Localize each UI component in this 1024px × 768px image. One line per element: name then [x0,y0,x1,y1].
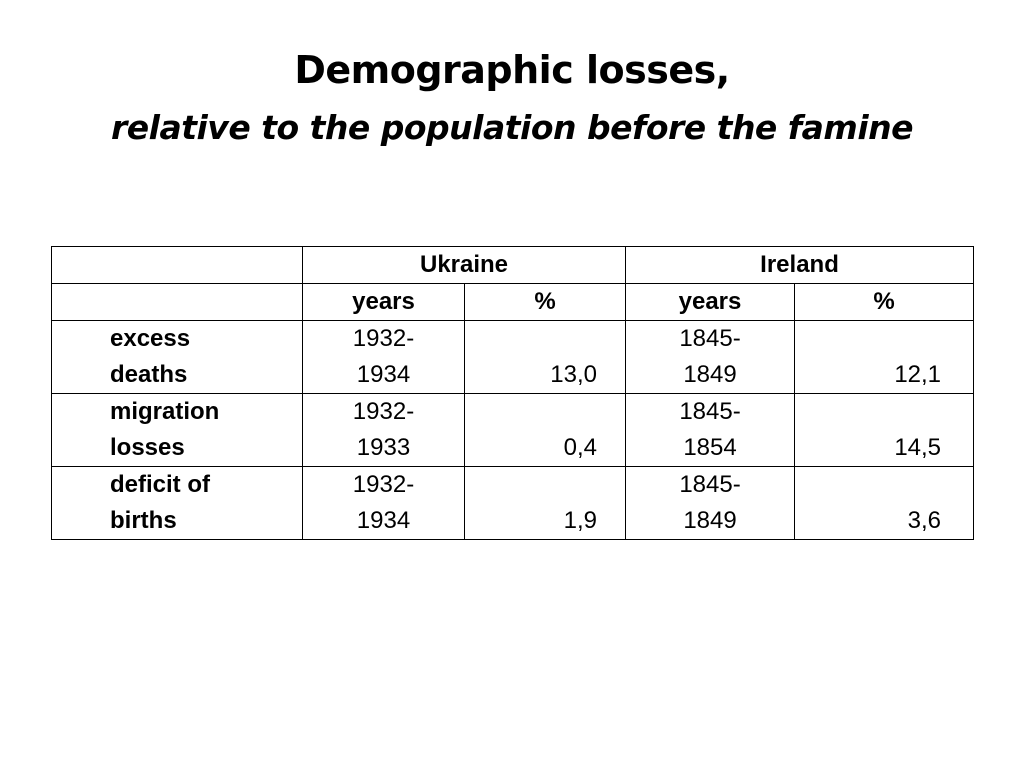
ukraine-years-cell: 1932- 1933 [303,394,465,467]
row-label-migration-losses: migration losses [52,394,303,467]
group-header-row [52,247,974,284]
ireland-years-cell: 1845- 1854 [626,394,795,467]
ireland-percent-cell: 14,5 [795,394,974,467]
empty-corner-cell [52,247,303,284]
header-ukraine: Ukraine [303,247,626,284]
ukraine-percent-cell: 13,0 [465,321,626,394]
header-ukraine-percent: % [465,284,626,321]
ireland-percent-cell: 3,6 [795,467,974,540]
ireland-percent-cell: 12,1 [795,321,974,394]
slide-subtitle: relative to the population before the famine [110,108,914,147]
header-ireland-years: years [626,284,795,321]
table-row [52,394,974,467]
empty-corner-cell [52,284,303,321]
header-ukraine-years: years [303,284,465,321]
row-label-deficit-of-births: deficit of births [52,467,303,540]
slide-title: Demographic losses, [294,48,730,92]
header-ireland: Ireland [626,247,974,284]
sub-header-row [52,284,974,321]
table-row [52,467,974,540]
ireland-years-cell: 1845- 1849 [626,467,795,540]
table-row [52,321,974,394]
ukraine-years-cell: 1932- 1934 [303,467,465,540]
ukraine-percent-cell: 1,9 [465,467,626,540]
row-label-excess-deaths: excess deaths [52,321,303,394]
ireland-years-cell: 1845- 1849 [626,321,795,394]
demographic-losses-table [51,246,974,540]
header-ireland-percent: % [795,284,974,321]
ukraine-years-cell: 1932- 1934 [303,321,465,394]
ukraine-percent-cell: 0,4 [465,394,626,467]
